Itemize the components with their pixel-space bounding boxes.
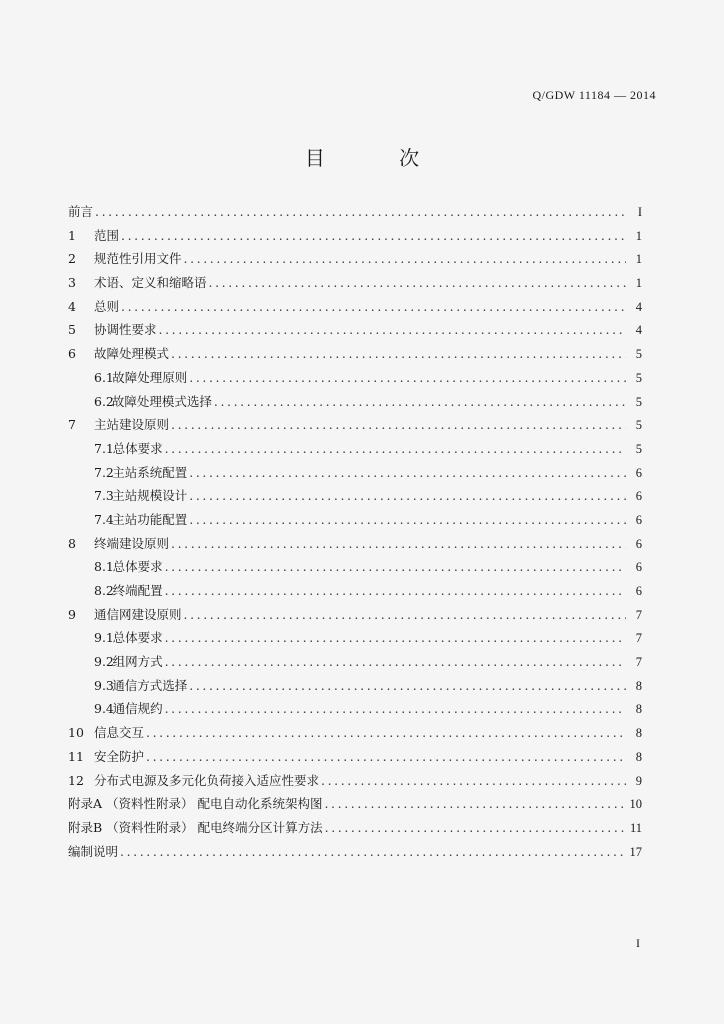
toc-leader-dots [146,725,626,740]
toc-leader-dots [120,844,625,859]
toc-entry-title: 总体要求 [112,559,163,575]
document-code: Q/GDW 11184 — 2014 [532,88,656,102]
toc-entry-number: 9.2 [94,654,114,670]
toc-leader-dots [184,251,626,266]
toc-entry-page: 6 [635,465,642,480]
toc-leader-dots [165,654,626,669]
toc-entry[interactable] [68,605,642,629]
toc-entry-title: 附录B （资料性附录） 配电终端分区计算方法 [68,819,323,835]
toc-leader-dots [171,417,626,432]
toc-entry-title: 安全防护 [94,748,145,764]
toc-entry-number: 8.1 [94,559,114,575]
toc-entry-title: 规范性引用文件 [94,251,182,267]
page-number: I [636,936,640,950]
toc-entry-title: 总体要求 [112,630,163,646]
toc-entry[interactable] [68,723,642,747]
toc-entry-page: 6 [635,560,642,575]
toc-entry-title: 编制说明 [68,843,119,859]
toc-entry-page: 17 [629,844,642,859]
toc-entry[interactable] [68,297,642,321]
toc-entry-page: 6 [635,512,642,527]
toc-entry[interactable] [68,392,642,416]
toc-entry-number: 12 [68,772,84,788]
toc-entry[interactable] [68,439,642,463]
toc-entry-page: 1 [635,252,642,267]
toc-entry-title: 主站系统配置 [112,464,188,480]
toc-entry-number: 6.1 [94,369,114,385]
toc-entry-number: 7.2 [94,464,114,480]
toc-entry-title: 前言 [68,204,94,219]
toc-entry[interactable] [68,794,642,818]
toc-entry-title: 范围 [94,227,120,243]
toc-leader-dots [146,749,626,764]
toc-entry-number: 5 [68,322,76,338]
toc-entry-page: 11 [629,820,642,835]
toc-entry[interactable] [68,344,642,368]
toc-entry[interactable] [68,699,642,723]
toc-entry-title: 总则 [94,298,120,314]
toc-leader-dots [189,465,626,480]
toc-entry[interactable] [68,226,642,250]
toc-entry[interactable] [68,368,642,392]
toc-entry-number: 9 [68,606,76,622]
toc-entry[interactable] [68,581,642,605]
toc-entry-page: 5 [635,394,642,409]
toc-leader-dots [214,394,626,409]
toc-entry-page: 8 [635,749,642,764]
toc-leader-dots [189,512,626,527]
toc-entry[interactable] [68,842,642,866]
toc-entry[interactable] [68,557,642,581]
toc-leader-dots [171,346,626,361]
toc-entry-number: 11 [68,748,84,764]
toc-entry-page: 6 [635,536,642,551]
toc-entry-title: 信息交互 [94,725,145,741]
toc-entry-page: 9 [635,773,642,788]
toc-entry-page: 7 [635,607,642,622]
toc-leader-dots [165,583,626,598]
toc-entry-title: 主站建设原则 [94,417,170,433]
toc-leader-dots [159,322,626,337]
toc-entry-title: 协调性要求 [94,322,157,338]
toc-entry-number: 9.1 [94,630,114,646]
toc-entry-page: 7 [635,631,642,646]
toc-entry-title: 附录A （资料性附录） 配电自动化系统架构图 [68,796,323,812]
toc-entry-number: 10 [68,725,84,741]
toc-entry-page: 4 [635,323,642,338]
toc-leader-dots [189,488,626,503]
toc-entry[interactable] [68,652,642,676]
toc-entry-number: 9.4 [94,701,114,717]
toc-entry[interactable] [68,486,642,510]
toc-entry-page: 5 [635,370,642,385]
toc-entry-page: 1 [635,276,642,291]
toc-entry-page: 10 [629,797,642,812]
toc-entry-page: 5 [635,441,642,456]
toc-leader-dots [95,204,626,219]
toc-entry[interactable] [68,676,642,700]
toc-entry-title: 终端建设原则 [94,535,170,551]
toc-entry-number: 6 [68,346,76,362]
toc-leader-dots [325,820,626,835]
toc-leader-dots [121,228,626,243]
toc-entry-number: 7.1 [94,440,114,456]
toc-leader-dots [184,607,626,622]
toc-leader-dots [324,796,625,811]
toc-leader-dots [171,536,626,551]
toc-entry-title: 组网方式 [112,654,163,670]
toc-entry-page: 8 [635,678,642,693]
toc-entry[interactable] [68,818,642,842]
toc-entry-page: 1 [635,228,642,243]
toc-entry-title: 终端配置 [112,583,163,598]
toc-entry-page: 7 [635,655,642,670]
toc-entry-page: 4 [635,299,642,314]
toc-entry[interactable] [68,534,642,558]
toc-entry[interactable] [68,510,642,534]
toc-entry-page: 8 [635,726,642,741]
toc-entry-number: 3 [68,275,76,291]
toc-leader-dots [165,630,626,645]
toc-entry-number: 8 [68,535,76,551]
toc-entry-page: 6 [635,489,642,504]
toc-entry[interactable] [68,202,642,226]
toc-entry-number: 2 [68,251,76,267]
toc-entry-title: 术语、定义和缩略语 [94,275,207,291]
toc-entry-page: I [637,205,642,219]
table-of-contents [68,202,642,865]
toc-entry-number: 9.3 [94,677,114,693]
toc-entry-title: 故障处理模式 [94,346,170,362]
toc-entry[interactable] [68,463,642,487]
toc-entry-number: 7.3 [94,488,114,504]
toc-entry-number: 7.4 [94,511,114,527]
toc-entry-page: 6 [635,584,642,598]
toc-entry-number: 6.2 [94,393,114,409]
toc-entry-title: 主站功能配置 [112,511,188,527]
toc-entry-page: 5 [635,347,642,362]
toc-entry[interactable] [68,320,642,344]
toc-entry-title: 主站规模设计 [112,488,188,504]
toc-entry-title: 总体要求 [112,440,163,456]
toc-entry-title: 分布式电源及多元化负荷接入适应性要求 [94,772,320,788]
toc-leader-dots [165,701,626,716]
toc-entry[interactable] [68,771,642,795]
toc-entry[interactable] [68,273,642,297]
toc-leader-dots [165,559,626,574]
toc-leader-dots [189,678,626,693]
toc-leader-dots [165,441,626,456]
toc-entry-number: 4 [68,298,76,314]
toc-entry-page: 8 [635,702,642,717]
toc-entry-title: 故障处理模式选择 [111,393,212,409]
toc-entry-title: 故障处理原则 [112,369,188,385]
toc-entry-number: 7 [68,417,76,433]
toc-entry-title: 通信规约 [112,701,163,717]
toc-leader-dots [189,370,626,385]
toc-entry-title: 通信网建设原则 [94,606,182,622]
toc-entry[interactable] [68,415,642,439]
toc-title: 目 次 [304,146,454,170]
toc-entry[interactable] [68,249,642,273]
toc-entry[interactable] [68,628,642,652]
toc-entry-title: 通信方式选择 [112,677,188,693]
toc-leader-dots [121,299,626,314]
toc-entry[interactable] [68,747,642,771]
toc-entry-page: 5 [635,418,642,433]
toc-leader-dots [209,275,626,290]
toc-entry-number: 1 [68,227,76,243]
toc-leader-dots [321,773,626,788]
toc-entry-number: 8.2 [94,583,114,598]
